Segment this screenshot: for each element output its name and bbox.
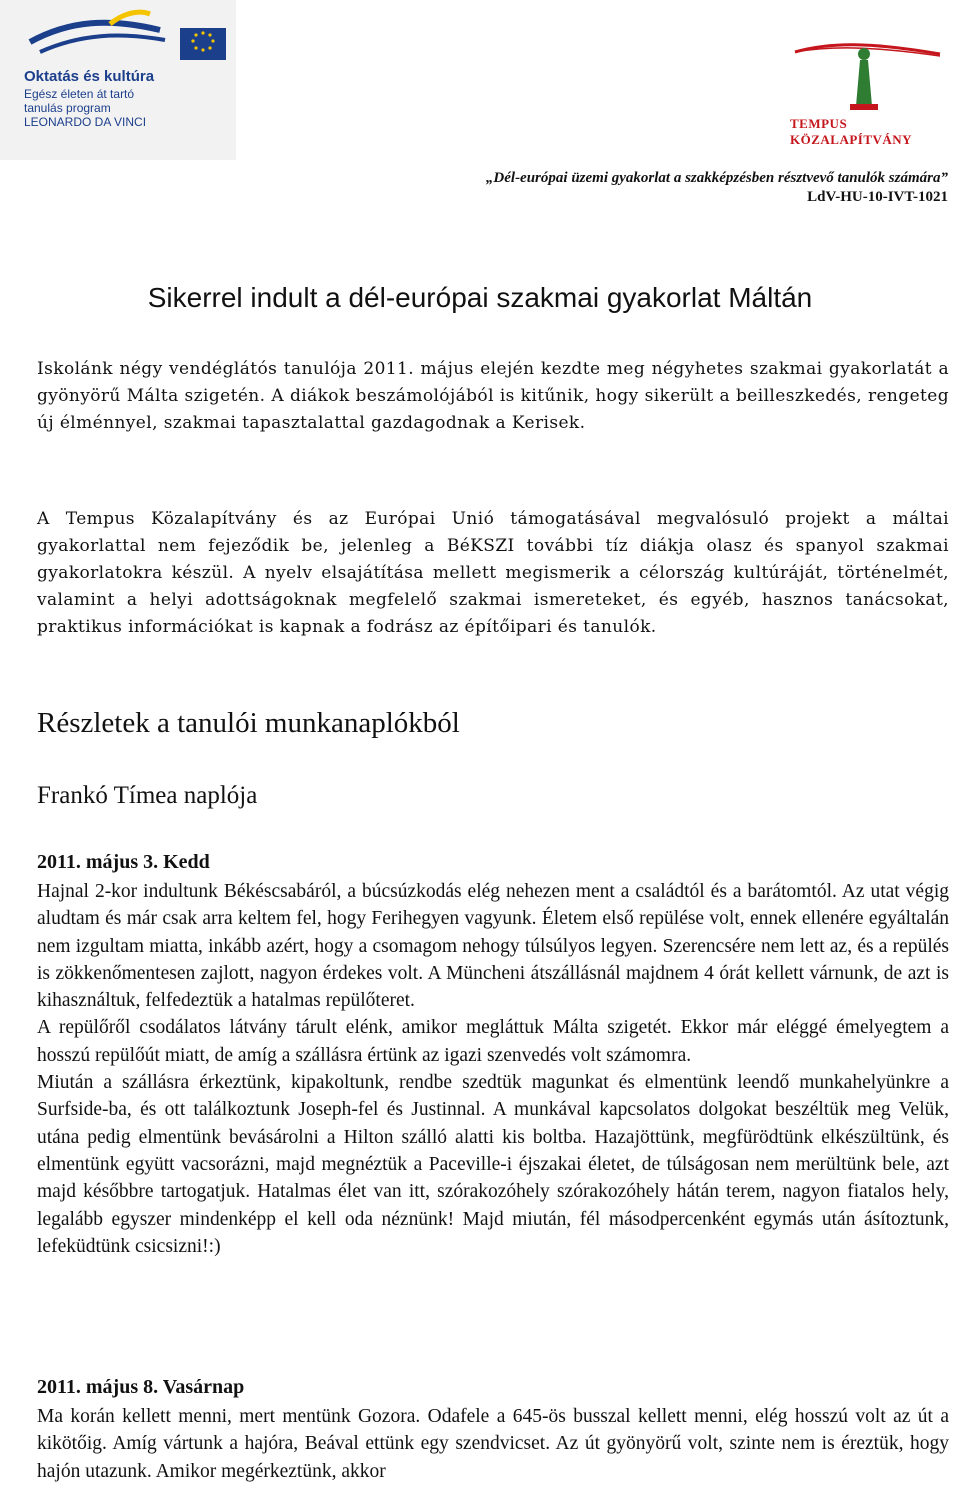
entry-paragraph: Miután a szállásra érkeztünk, kipakoltunk, rendbe szedtük magunkat és elmentünk leendő munkahelyünkre a Surfside-ba, és ott találkoztunk Joseph-fel és Justinnal. A munkával kapcsolatos dolgokat beszéltük meg Velük, utána pedig elmentünk bevásárolni a Hilton szálló alatti kis boltba. Hazajöttünk, megfürödtünk elkészültünk, és elmentünk együtt vacsorázni, majd megnéztük a Paceville-i éjszakai életet, de túlságosan nem merültünk bele, azt majd későbbre tartogatjuk. Hatalmas élet van itt, szórakozóhely szórakozóhely hátán terem, nagyon fiatalos hely, legalább egyszer mindenképp el kell oda néznünk! Majd miután, fél másodpercenként egymás után ásítoztunk, lefeküdtünk csicsizni!:) <box>37 1072 949 1257</box>
logo-line-4: LEONARDO DA VINCI <box>24 115 147 129</box>
entry-date: 2011. május 8. Vasárnap <box>37 1376 245 1398</box>
tempus-logo <box>780 36 950 147</box>
logo-line-1: Oktatás és kultúra <box>24 68 155 85</box>
logo-line-2: Egész életen át tartó <box>24 87 135 101</box>
diary-title: Frankó Tímea naplója <box>37 782 258 809</box>
project-code: LdV-HU-10-IVT-1021 <box>807 189 948 205</box>
project-header <box>486 169 948 207</box>
entry-body <box>37 1403 949 1485</box>
tempus-name: TEMPUS KÖZALAPÍTVÁNY <box>790 116 913 147</box>
intro-paragraph: Iskolánk négy vendéglátós tanulója 2011. május elején kezdte meg négyhetes szakmai gyakorlatát a gyönyörű Málta szigetén. A diákok beszámolójából is kitűnik, hogy sikerült a beilleszkedés, rengeteg új élménnyel, szakmai tapasztalattal gazdagodnak a Kerisek. <box>37 359 949 433</box>
project-title: „Dél-európai üzemi gyakorlat a szakképzésben résztvevő tanulók számára” <box>485 170 948 186</box>
logo-line-3: tanulás program <box>24 101 111 115</box>
article-title: Sikerrel indult a dél-európai szakmai gyakorlat Máltán <box>147 282 813 313</box>
entry-paragraph: A repülőről csodálatos látvány tárult elénk, amikor megláttuk Málta szigetét. Ekkor már eléggé émelyegtem a hosszú repülőút miatt, de amíg a szállásra értünk az igazi szenvedés volt számomra. <box>37 1017 949 1066</box>
tempus-paragraph: A Tempus Közalapítvány és az Európai Unió támogatásával megvalósuló projekt a máltai gyakorlattal nem fejeződik be, jelenleg a BéKSZI további tíz diákja olasz és spanyol szakmai gyakorlatokra készül. A nyelv elsajátítása mellett megismerik a célország kultúráját, történelmét, valamint a helyi adottságoknak megfelelő szakmai ismereteket, és egyéb, hasznos tanácsokat, praktikus információkat is kapnak a fodrász az építőipari és tanulók. <box>37 509 949 637</box>
swoosh-logo-icon <box>0 0 236 70</box>
scale-figure-icon <box>780 36 950 116</box>
entry-body <box>37 878 949 1260</box>
section-title: Részletek a tanulói munkanaplókból <box>37 707 460 739</box>
entry-date: 2011. május 3. Kedd <box>37 851 210 873</box>
entry-paragraph: Ma korán kellett menni, mert mentünk Gozora. Odafele a 645-ös busszal kellett menni, elég hosszú volt az út a kikötőig. Amíg vártunk a hajóra, Beával ettünk egy szendvicset. Az út gyönyörű volt, szinte nem is éreztük, hogy hajón utazunk. Amikor megérkeztünk, akkor <box>37 1406 949 1482</box>
lifelong-learning-logo <box>0 0 236 160</box>
entry-paragraph: Hajnal 2-kor indultunk Békéscsabáról, a búcsúzkodás elég nehezen ment a családtól és a barátomtól. Az utat végig aludtam és már csak arra keltem fel, hogy Ferihegyen vagyunk. Életem első repülése volt, ennek ellenére egyáltalán nem izgultam miatta, inkább azért, hogy a csomagom nehogy túlsúlyos legyen. Szerencsére nem lett az, és a repülés is zökkenőmentesen zajlott, nagyon érdekes volt. A Müncheni átszállásnál majdnem 4 órát kellett várnunk, de azt is kihasználtuk, felfedeztük a hatalmas repülőteret. <box>37 881 949 1012</box>
